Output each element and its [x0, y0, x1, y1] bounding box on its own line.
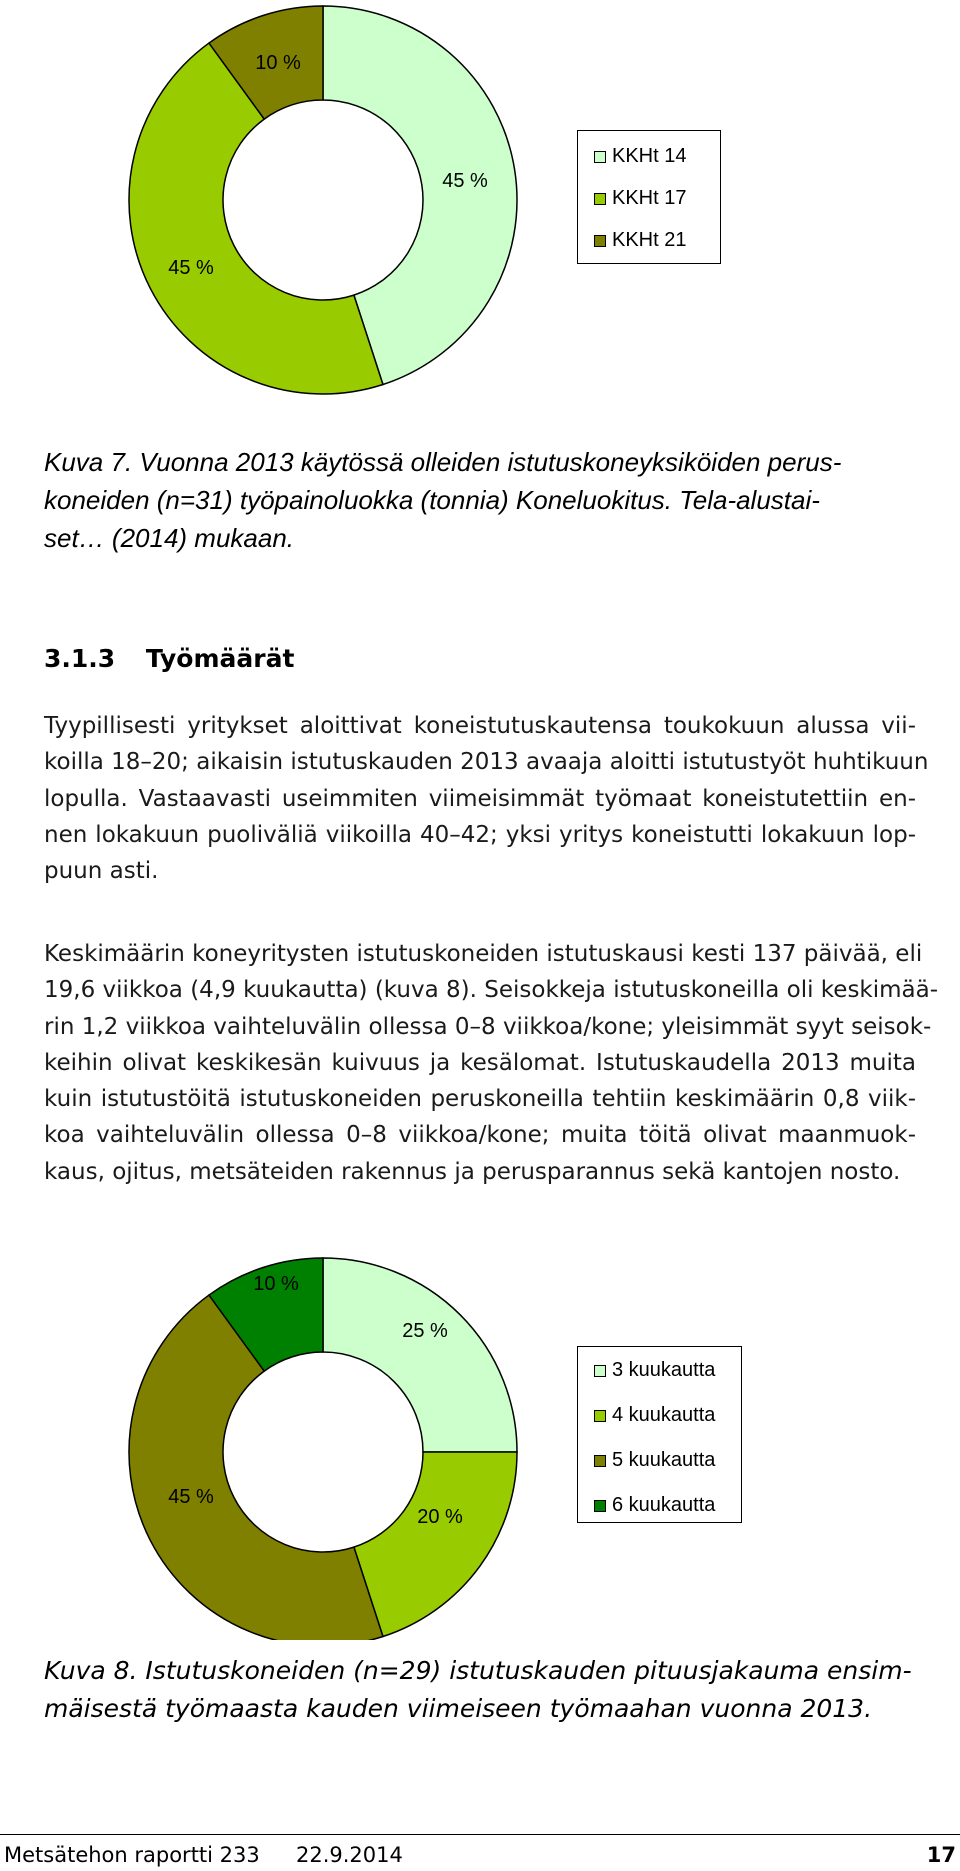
legend-swatch [594, 1365, 606, 1377]
paragraph-2 [44, 936, 939, 1190]
paragraph-line: kuin istutustöitä istutuskoneiden peruskoneilla tehtiin keskimäärin 0,8 viik- [44, 1086, 916, 1113]
legend-label: KKHt 21 [612, 229, 687, 251]
slice-data-label: 10 % [253, 1273, 299, 1295]
paragraph-line: koa vaihteluvälin ollessa 0–8 viikkoa/kone; muita töitä olivat maanmuok- [44, 1122, 916, 1149]
legend-item [594, 145, 686, 168]
legend-item [594, 229, 686, 252]
legend-swatch [594, 1410, 606, 1422]
paragraph-line: keihin olivat keskikesän kuivuus ja kesälomat. Istutuskaudella 2013 muita [44, 1049, 916, 1076]
legend-item [594, 1449, 715, 1472]
paragraph-line: nen lokakuun puoliväliä viikoilla 40–42; yksi yritys koneistutti lokakuun lop- [44, 821, 916, 848]
page-footer [0, 1834, 960, 1867]
legend-item [594, 1359, 715, 1382]
donut-chart-2-svg [0, 1220, 960, 1640]
legend-label: 4 kuukautta [612, 1404, 716, 1426]
slice-data-label: 25 % [402, 1320, 448, 1342]
footer-date: 22.9.2014 [296, 1843, 403, 1867]
legend-label: 3 kuukautta [612, 1359, 716, 1381]
paragraph-line: rin 1,2 viikkoa vaihteluvälin ollessa 0–8 viikkoa/kone; yleisimmät syyt seisok- [44, 1013, 932, 1040]
legend-swatch [594, 151, 606, 163]
caption-line: Kuva 8. Istutuskoneiden (n=29) istutuskauden pituusjakauma ensim- [44, 1656, 912, 1685]
donut-slice [323, 1258, 517, 1452]
donut-chart-weight-class [0, 0, 960, 400]
paragraph-1 [44, 708, 929, 889]
caption-line: set… (2014) mukaan. [44, 523, 295, 553]
legend-label: 5 kuukautta [612, 1449, 716, 1471]
caption-line: Kuva 7. Vuonna 2013 käytössä olleiden istutuskoneyksiköiden perus- [44, 447, 842, 477]
legend-swatch [594, 1500, 606, 1512]
donut-chart-1-svg [0, 0, 960, 400]
paragraph-line: lopulla. Vastaavasti useimmiten viimeisimmät työmaat koneistutettiin en- [44, 785, 916, 812]
figure-caption-7 [44, 443, 841, 557]
paragraph-line: Keskimäärin koneyritysten istutuskoneiden istutuskausi kesti 137 päivää, eli [44, 941, 923, 967]
caption-line: mäisestä työmaasta kauden viimeiseen työmaahan vuonna 2013. [44, 1694, 873, 1723]
legend-item [594, 1494, 715, 1517]
legend-item [594, 187, 686, 210]
section-number: 3.1.3 [44, 644, 116, 673]
chart2-legend [577, 1346, 742, 1523]
legend-swatch [594, 193, 606, 205]
slice-data-label: 20 % [417, 1506, 463, 1528]
slice-data-label: 10 % [255, 52, 301, 74]
paragraph-line: koilla 18–20; aikaisin istutuskauden 2013 avaaja aloitti istutustyöt huhtikuun [44, 749, 929, 776]
legend-swatch [594, 1455, 606, 1467]
paragraph-line: 19,6 viikkoa (4,9 kuukautta) (kuva 8). Seisokkeja istutuskoneilla oli keskimää- [44, 977, 939, 1004]
paragraph-line: puun asti. [44, 858, 159, 885]
donut-chart-season-length [0, 1220, 960, 1640]
slice-data-label: 45 % [168, 257, 214, 279]
figure-caption-8 [44, 1652, 912, 1728]
legend-label: KKHt 14 [612, 145, 687, 167]
paragraph-line: kaus, ojitus, metsäteiden rakennus ja perusparannus sekä kantojen nosto. [44, 1158, 901, 1185]
slice-data-label: 45 % [168, 1486, 214, 1508]
donut-slice [354, 1452, 517, 1637]
footer-page-number: 17 [926, 1843, 956, 1867]
legend-swatch [594, 235, 606, 247]
section-title: Työmäärät [145, 644, 295, 673]
caption-line: koneiden (n=31) työpainoluokka (tonnia) Koneluokitus. Tela-alustai- [44, 485, 820, 515]
legend-label: 6 kuukautta [612, 1494, 716, 1516]
footer-publication: Metsätehon raportti 233 [4, 1843, 260, 1867]
legend-label: KKHt 17 [612, 187, 687, 209]
paragraph-line: Tyypillisesti yritykset aloittivat koneistutuskautensa toukokuun alussa vii- [44, 713, 916, 739]
chart1-legend [577, 130, 721, 264]
slice-data-label: 45 % [442, 170, 488, 192]
legend-item [594, 1404, 715, 1427]
section-heading [44, 644, 294, 673]
